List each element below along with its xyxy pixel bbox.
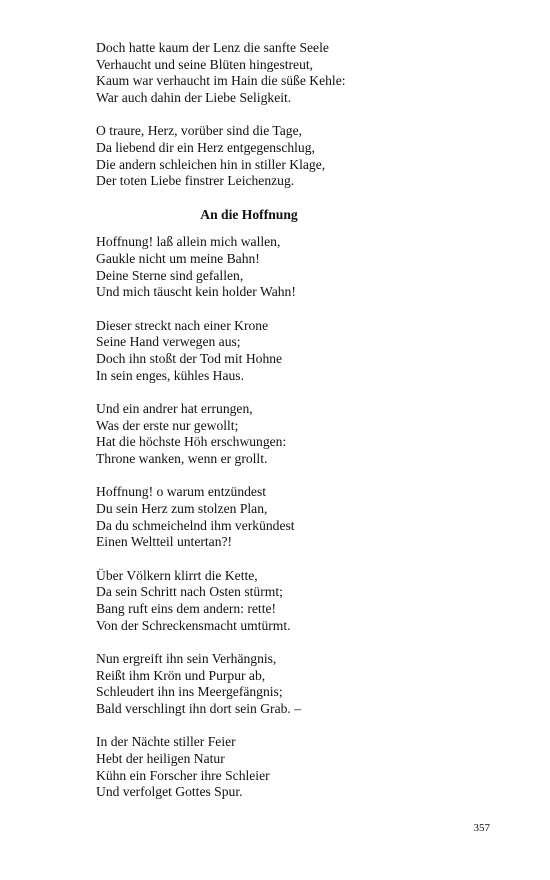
- verse-line: Und mich täuscht kein holder Wahn!: [96, 284, 296, 300]
- verse-line: Verhaucht und seine Blüten hingestreut,: [96, 56, 314, 72]
- verse-line: Bang ruft eins dem andern: rette!: [96, 600, 277, 616]
- stanza: [96, 651, 496, 718]
- stanza: [96, 401, 496, 468]
- verse-line: Schleudert ihn ins Meergefängnis;: [96, 684, 283, 700]
- verse-line: Da sein Schritt nach Osten stürmt;: [96, 584, 283, 600]
- verse-line: Von der Schreckensmacht umtürmt.: [96, 617, 291, 633]
- verse-line: Gaukle nicht um meine Bahn!: [96, 251, 260, 267]
- verse-line: Deine Sterne sind gefallen,: [96, 267, 244, 283]
- verse-line: Hoffnung! o warum entzündest: [96, 484, 267, 500]
- verse-line: Reißt ihm Krön und Purpur ab,: [96, 667, 266, 683]
- stanza: [96, 734, 496, 801]
- stanza: [96, 568, 496, 635]
- stanza: [96, 40, 496, 107]
- verse-line: In der Nächte stiller Feier: [96, 734, 236, 750]
- page-content: [96, 40, 496, 818]
- verse-line: Bald verschlingt ihn dort sein Grab. –: [96, 701, 302, 716]
- verse-line: O traure, Herz, vorüber sind die Tage,: [96, 123, 303, 139]
- verse-line: Da du schmeichelnd ihm verkündest: [96, 517, 295, 533]
- verse-line: In sein enges, kühles Haus.: [96, 367, 244, 383]
- verse-line: Nun ergreift ihn sein Verhängnis,: [96, 650, 277, 666]
- verse-line: Doch ihn stoßt der Tod mit Hohne: [96, 351, 283, 367]
- verse-line: Hoffnung! laß allein mich wallen,: [96, 234, 281, 250]
- verse-line: Du sein Herz zum stolzen Plan,: [96, 500, 268, 516]
- verse-line: Hebt der heiligen Natur: [96, 750, 225, 766]
- verse-line: Über Völkern klirrt die Kette,: [96, 567, 258, 583]
- poem-title: An die Hoffnung: [200, 206, 298, 222]
- stanza: [96, 318, 496, 385]
- verse-line: Und verfolget Gottes Spur.: [96, 784, 243, 800]
- verse-line: Und ein andrer hat errungen,: [96, 400, 253, 416]
- stanza: [96, 123, 496, 190]
- verse-line: Dieser streckt nach einer Krone: [96, 317, 269, 333]
- verse-line: Der toten Liebe finstrer Leichenzug.: [96, 173, 295, 189]
- verse-line: Kaum war verhaucht im Hain die süße Kehle:: [96, 73, 346, 89]
- page-number: 357: [473, 822, 490, 834]
- verse-line: Hat die höchste Höh erschwungen:: [96, 434, 287, 450]
- verse-line: Kühn ein Forscher ihre Schleier: [96, 767, 270, 783]
- stanza: [96, 484, 496, 551]
- verse-line: Throne wanken, wenn er grollt.: [96, 451, 268, 467]
- verse-line: Einen Weltteil untertan?!: [96, 534, 233, 550]
- verse-line: Da liebend dir ein Herz entgegenschlug,: [96, 140, 315, 156]
- verse-line: Seine Hand verwegen aus;: [96, 334, 241, 350]
- verse-line: War auch dahin der Liebe Seligkeit.: [96, 90, 292, 106]
- verse-line: Die andern schleichen hin in stiller Klage,: [96, 156, 326, 172]
- verse-line: Doch hatte kaum der Lenz die sanfte Seele: [96, 40, 329, 55]
- verse-line: Was der erste nur gewollt;: [96, 417, 239, 433]
- stanza: [96, 234, 496, 301]
